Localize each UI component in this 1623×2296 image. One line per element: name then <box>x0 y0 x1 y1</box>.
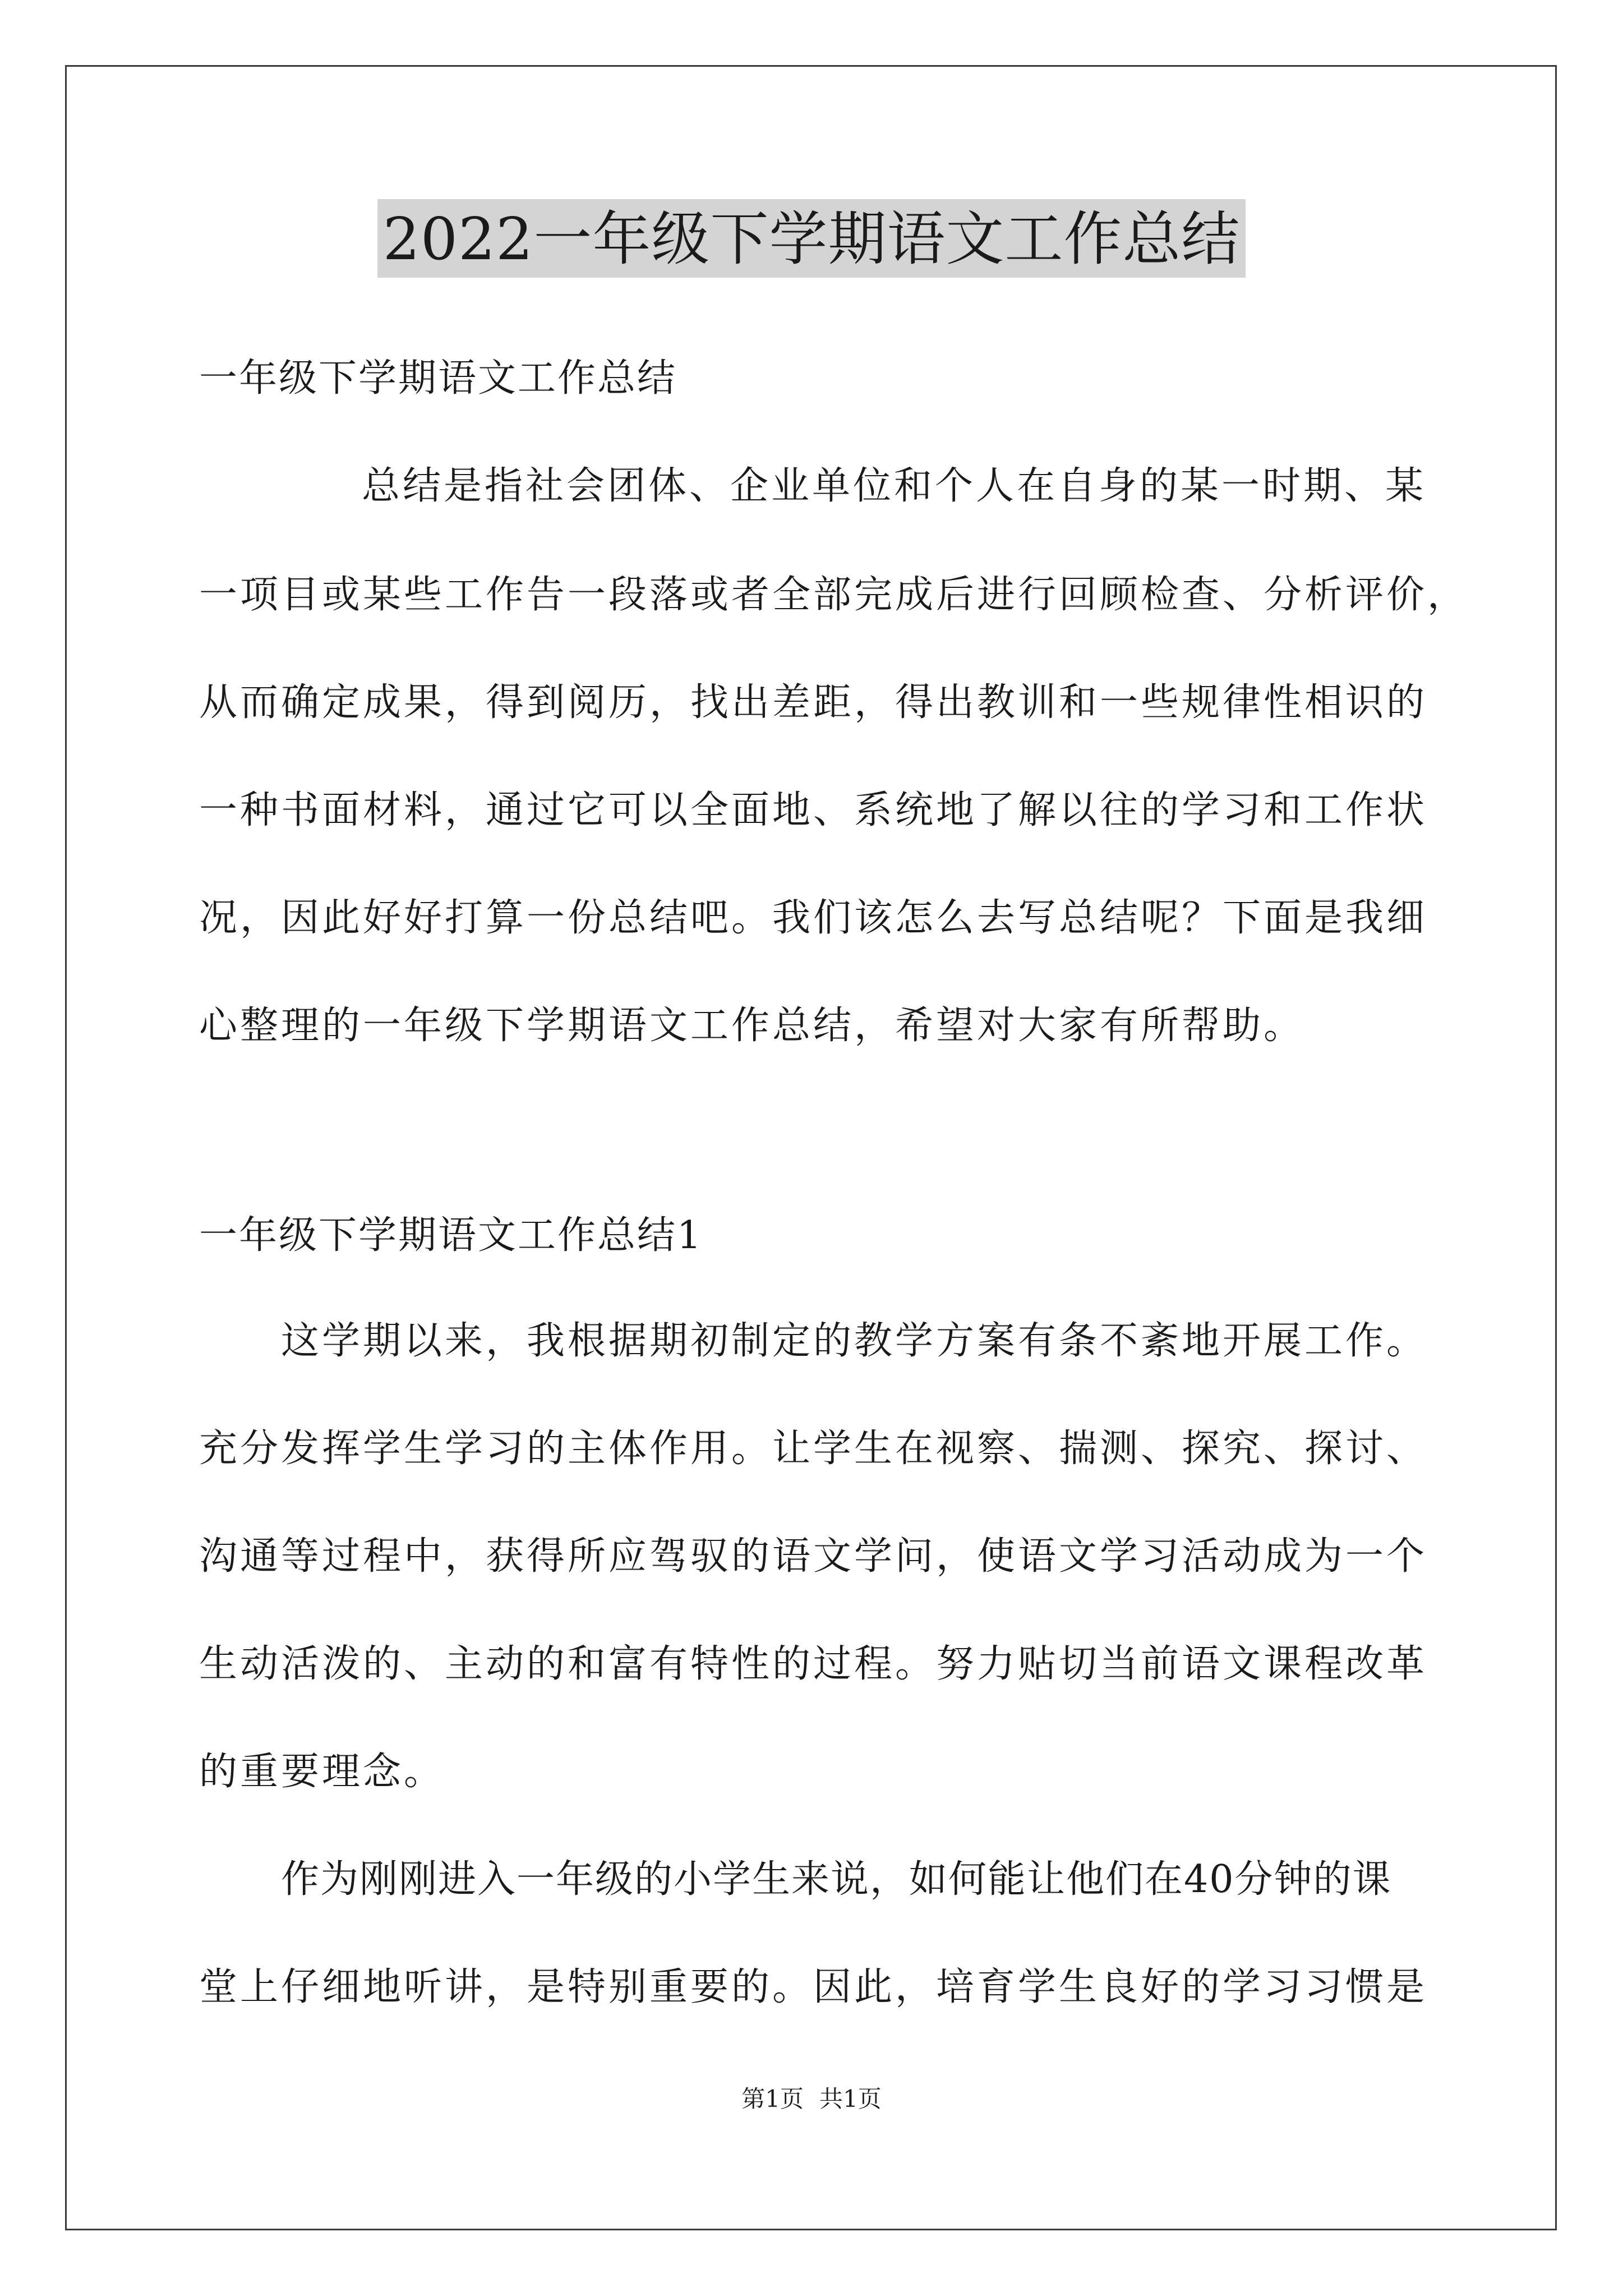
page-footer <box>0 2083 1623 2115</box>
section-heading: 一年级下学期语文工作总结1 <box>199 1213 703 1258</box>
page-number: 第1页 <box>741 2085 804 2113</box>
paragraph1-line-1: 这学期以来，我根据期初制定的教学方案有条不紊地开展工作。 <box>281 1319 1428 1363</box>
intro-line-4: 一种书面材料，通过它可以全面地、系统地了解以往的学习和工作状 <box>199 788 1428 832</box>
intro-line-3: 从而确定成果，得到阅历，找出差距，得出教训和一些规律性相识的 <box>199 680 1428 725</box>
document-title: 2022一年级下学期语文工作总结 <box>377 199 1246 278</box>
intro-line-5: 况，因此好好打算一份总结吧。我们该怎么去写总结呢？下面是我细 <box>199 896 1428 940</box>
paragraph2-line-2: 堂上仔细地听讲，是特别重要的。因此，培育学生良好的学习习惯是 <box>199 1965 1428 2009</box>
paragraph1-line-2: 充分发挥学生学习的主体作用。让学生在视察、揣测、探究、探讨、 <box>199 1427 1428 1471</box>
paragraph1-line-3: 沟通等过程中，获得所应驾驭的语文学问，使语文学习活动成为一个 <box>199 1534 1428 1579</box>
intro-line-1: 总结是指社会团体、企业单位和个人在自身的某一时期、某 <box>362 464 1427 508</box>
title-container <box>0 199 1623 278</box>
document-subtitle: 一年级下学期语文工作总结 <box>199 356 677 401</box>
intro-line-2: 一项目或某些工作告一段落或者全部完成后进行回顾检查、分析评价， <box>199 573 1469 617</box>
paragraph1-line-4: 生动活泼的、主动的和富有特性的过程。努力贴切当前语文课程改革 <box>199 1642 1428 1686</box>
paragraph1-line-5: 的重要理念。 <box>199 1750 445 1794</box>
intro-line-6: 心整理的一年级下学期语文工作总结，希望对大家有所帮助。 <box>199 1004 1305 1048</box>
page-total: 共1页 <box>819 2085 882 2113</box>
paragraph2-line-1: 作为刚刚进入一年级的小学生来说，如何能让他们在40分钟的课 <box>281 1857 1392 1902</box>
